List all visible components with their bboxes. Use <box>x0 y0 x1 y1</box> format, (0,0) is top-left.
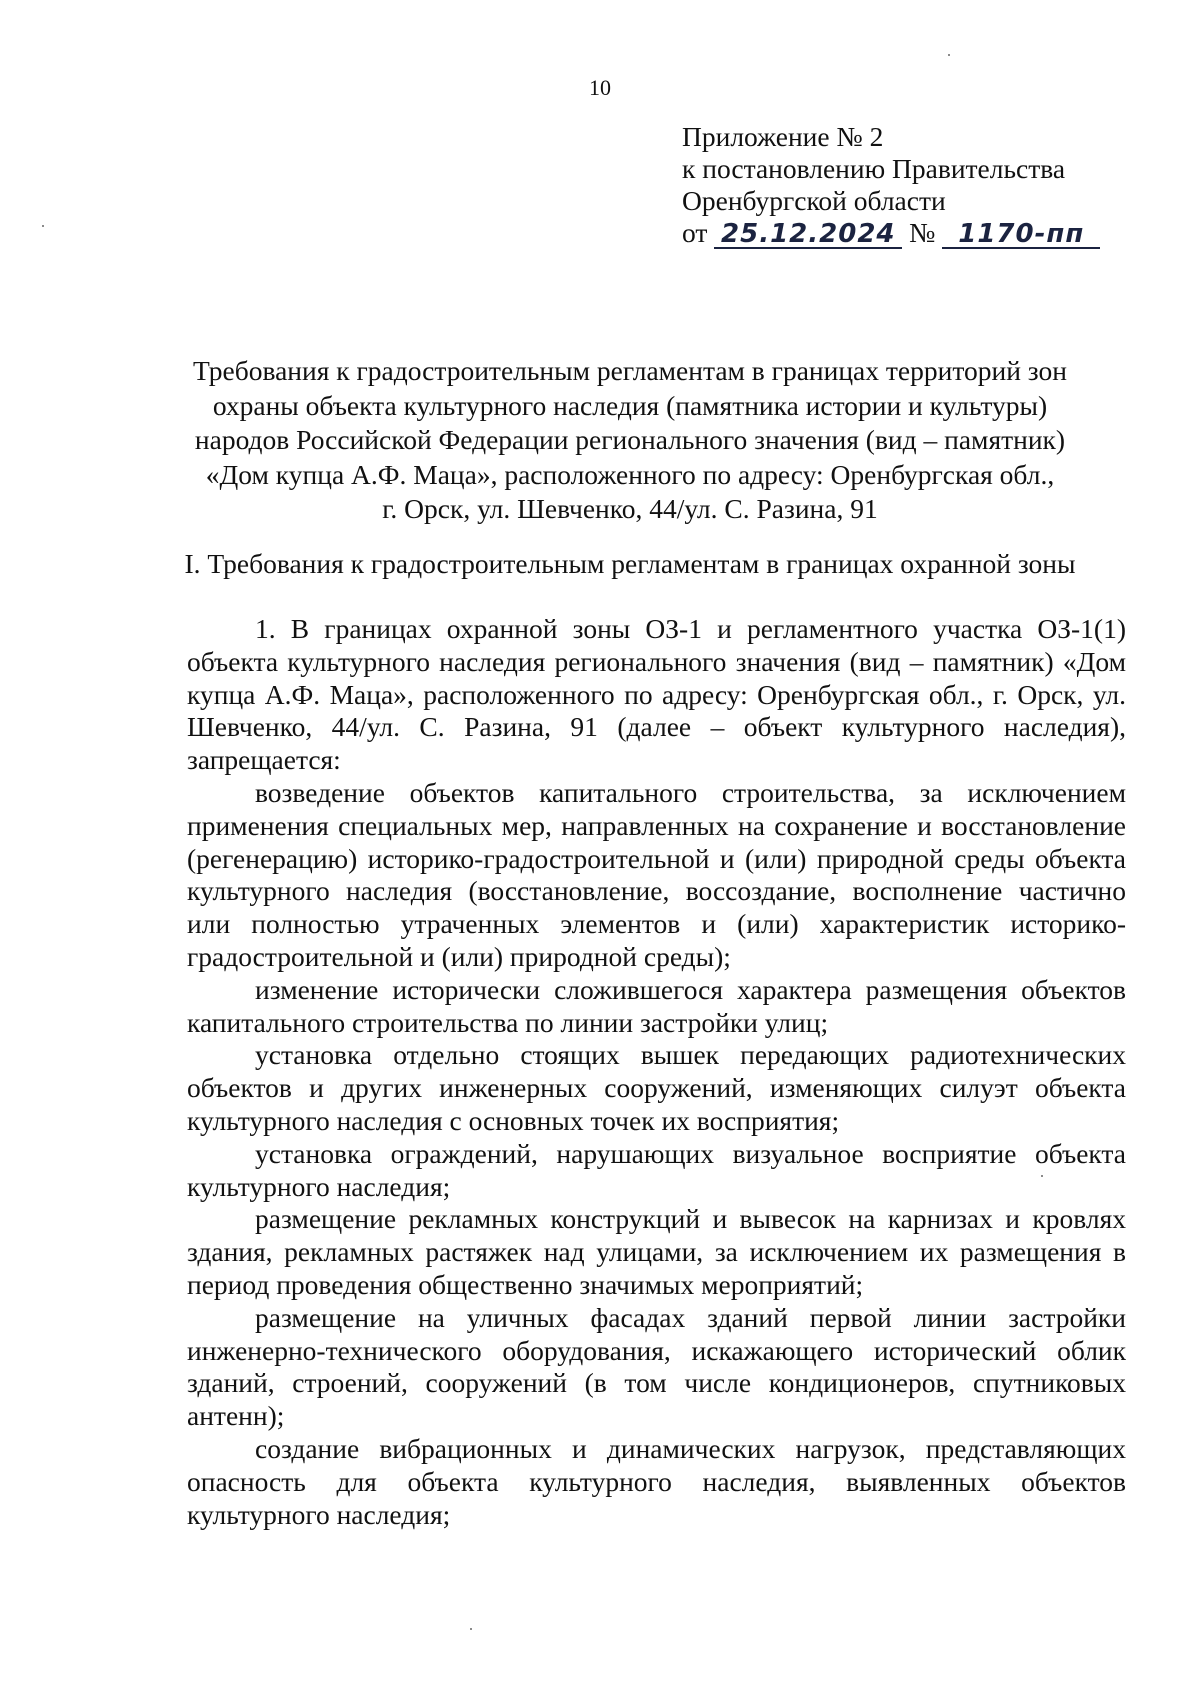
paragraph: установка отдельно стоящих вышек передающих радиотехнических объектов и других инженерных сооружений, изменяющих силуэт объекта культурного наследия с основных точек их восприятия; <box>187 1039 1126 1136</box>
appendix-date-number-line <box>682 217 1100 249</box>
appendix-title: Приложение № 2 <box>682 121 884 152</box>
document-title <box>140 354 1120 527</box>
body-text <box>187 613 1126 1531</box>
scan-speck <box>1041 1175 1043 1177</box>
appendix-region: Оренбургской области <box>682 185 946 216</box>
appendix-block <box>682 121 1100 249</box>
scan-speck <box>948 54 950 56</box>
title-line: «Дом купца А.Ф. Маца», расположенного по адресу: Оренбургская обл., <box>205 458 1055 490</box>
title-line: охраны объекта культурного наследия (памятника истории и культуры) <box>212 389 1048 421</box>
paragraph: создание вибрационных и динамических нагрузок, представляющих опасность для объекта культурного наследия, выявленных объектов культурного наследия; <box>187 1432 1126 1530</box>
title-line: народов Российской Федерации регионального значения (вид – памятник) <box>194 424 1066 455</box>
scan-speck <box>42 225 44 227</box>
handwritten-number: 1170-пп <box>942 221 1100 249</box>
number-sign: № <box>909 217 936 248</box>
title-line: г. Орск, ул. Шевченко, 44/ул. С. Разина, 91 <box>382 493 878 524</box>
paragraph: возведение объектов капитального строительства, за исключением применения специальных мер, направленных на сохранение и восстановление (регенерацию) историко-градостроительной и (или) природной среды объекта культурного наследия (восстановление, воссоздание, восполнение частично или полностью утраченных элементов и (или) характеристик историко-градостроительной и (или) природной среды); <box>187 776 1126 972</box>
paragraph: изменение исторически сложившегося характера размещения объектов капитального строительства по линии застройки улиц; <box>187 973 1126 1038</box>
page-number: 10 <box>589 75 611 100</box>
paragraph: размещение рекламных конструкций и вывесок на карнизах и кровлях здания, рекламных растяжек над улицами, за исключением их размещения в период проведения общественно значимых мероприятий; <box>187 1203 1126 1300</box>
paragraph: установка ограждений, нарушающих визуальное восприятие объекта культурного наследия; <box>187 1137 1126 1202</box>
scan-speck <box>470 1628 472 1630</box>
handwritten-date: 25.12.2024 <box>714 221 902 249</box>
title-line: Требования к градостроительным регламентам в границах территорий зон <box>193 355 1067 386</box>
section-heading: I. Требования к градостроительным регламентам в границах охранной зоны <box>184 548 1076 579</box>
paragraph: 1. В границах охранной зоны ОЗ-1 и регламентного участка ОЗ-1(1) объекта культурного наследия регионального значения (вид – памятник) «Дом купца А.Ф. Маца», расположенного по адресу: Оренбургская обл., г. Орск, ул. Шевченко, 44/ул. С. Разина, 91 (далее – объект культурного наследия), запрещается: <box>187 613 1126 776</box>
paragraph: размещение на уличных фасадах зданий первой линии застройки инженерно-технического оборудования, искажающего исторический облик зданий, строений, сооружений (в том числе кондиционеров, спутниковых антенн); <box>187 1301 1126 1432</box>
appendix-resolution-ref: к постановлению Правительства <box>682 153 1066 184</box>
date-prefix: от <box>682 217 708 248</box>
